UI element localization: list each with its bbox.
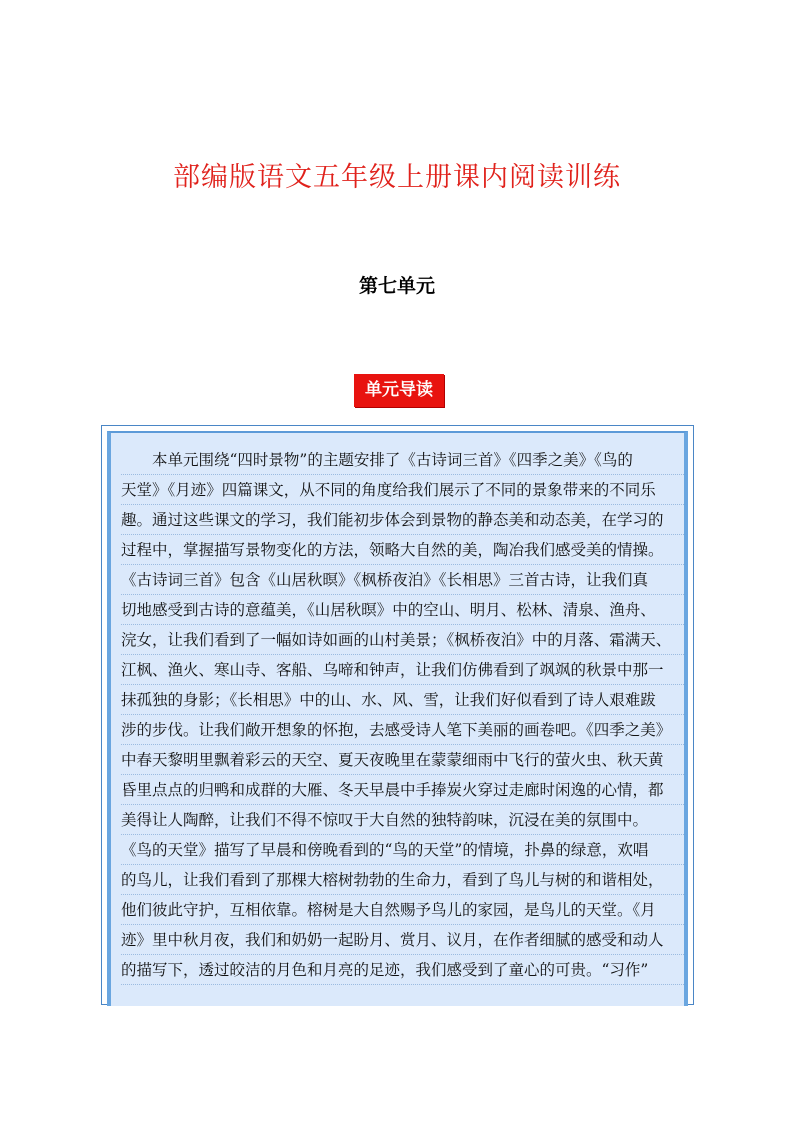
text-line: 切地感受到古诗的意蕴美，《山居秋暝》中的空山、明月、松林、清泉、渔舟、 — [121, 595, 686, 625]
text-line: 趣。通过这些课文的学习，我们能初步体会到景物的静态美和动态美，在学习的 — [121, 505, 686, 535]
text-line: 昏里点点的归鸭和成群的大雁、冬天早晨中手捧炭火穿过走廊时闲逸的心情，都 — [121, 775, 686, 805]
reading-guide-frame — [101, 425, 694, 1005]
text-line: 美得让人陶醉，让我们不得不惊叹于大自然的独特韵味，沉浸在美的氛围中。 — [121, 805, 686, 835]
text-line: 的描写下，透过皎洁的月色和月亮的足迹，我们感受到了童心的可贵。“习作” — [121, 955, 686, 985]
text-line: 过程中，掌握描写景物变化的方法，领略大自然的美，陶冶我们感受美的情操。 — [121, 535, 686, 565]
document-title: 部编版语文五年级上册课内阅读训练 — [173, 162, 621, 193]
reading-guide-panel — [107, 431, 688, 1006]
text-line: 中春天黎明里飘着彩云的天空、夏天夜晚里在蒙蒙细雨中飞行的萤火虫、秋天黄 — [121, 745, 686, 775]
unit-heading: 第七单元 — [358, 275, 435, 297]
text-line: 《鸟的天堂》描写了早晨和傍晚看到的“鸟的天堂”的情境，扑鼻的绿意，欢唱 — [121, 835, 686, 865]
text-line: 本单元围绕“四时景物”的主题安排了《古诗词三首》《四季之美》《鸟的 — [121, 445, 686, 475]
text-line: 江枫、渔火、寒山寺、客船、乌啼和钟声，让我们仿佛看到了飒飒的秋景中那一 — [121, 655, 686, 685]
text-line: 涉的步伐。让我们敞开想象的怀抱，去感受诗人笔下美丽的画卷吧。《四季之美》 — [121, 715, 686, 745]
text-line: 浣女，让我们看到了一幅如诗如画的山村美景；《枫桥夜泊》中的月落、霜满天、 — [121, 625, 686, 655]
text-line: 《古诗词三首》包含《山居秋暝》《枫桥夜泊》《长相思》三首古诗，让我们真 — [121, 565, 686, 595]
text-line: 的鸟儿，让我们看到了那棵大榕树勃勃的生命力，看到了鸟儿与树的和谐相处， — [121, 865, 686, 895]
text-line: 天堂》《月迹》四篇课文，从不同的角度给我们展示了不同的景象带来的不同乐 — [121, 475, 686, 505]
text-line: 他们彼此守护，互相依靠。榕树是大自然赐予鸟儿的家园，是鸟儿的天堂。《月 — [121, 895, 686, 925]
text-line: 抹孤独的身影；《长相思》中的山、水、风、雪，让我们好似看到了诗人艰难跋 — [121, 685, 686, 715]
text-line: 迹》里中秋月夜，我们和奶奶一起盼月、赏月、议月，在作者细腻的感受和动人 — [121, 925, 686, 955]
section-badge: 单元导读 — [354, 374, 444, 407]
